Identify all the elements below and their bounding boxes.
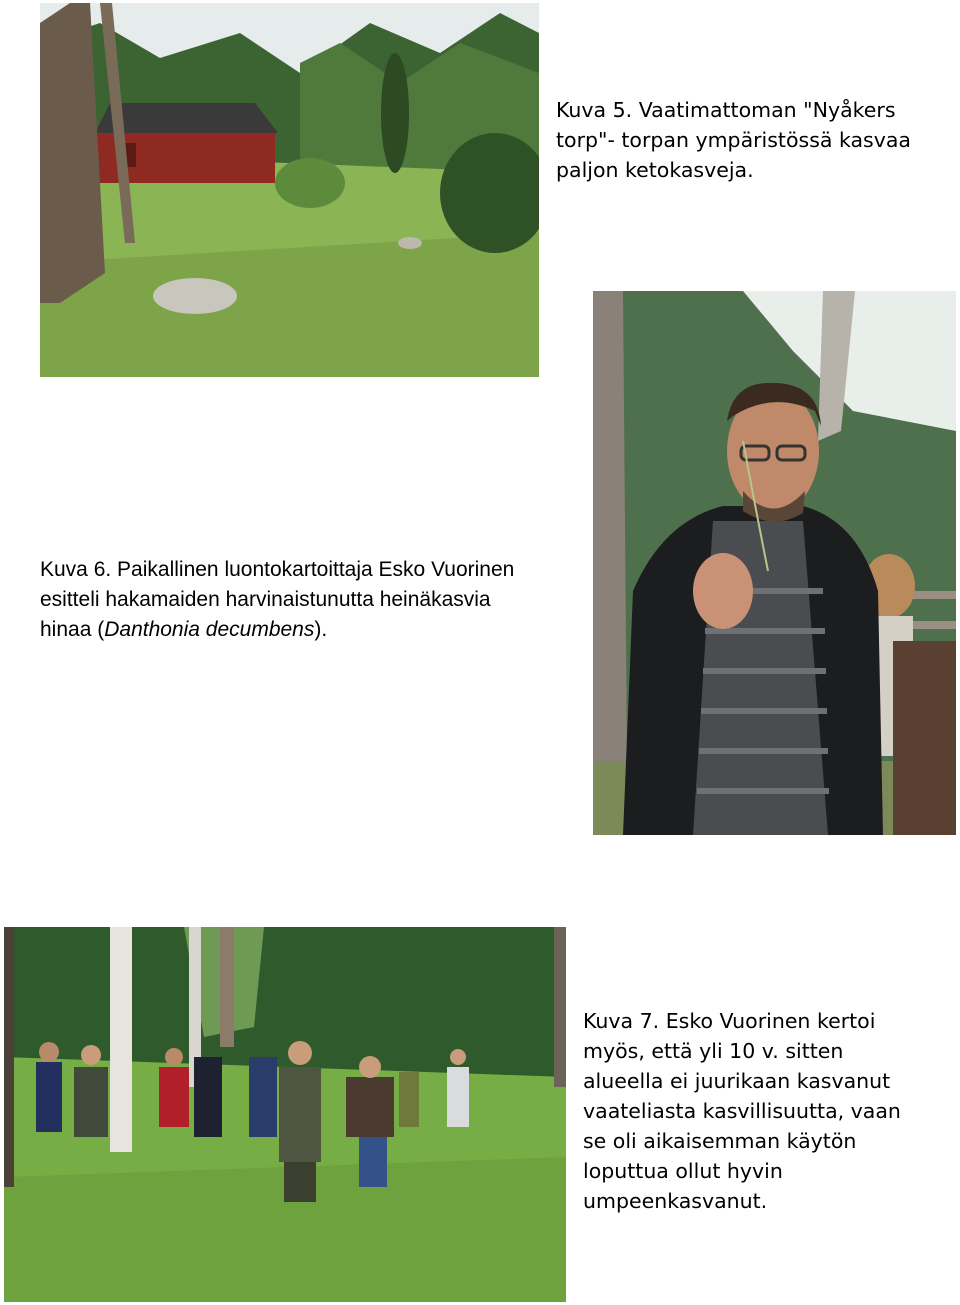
caption-line-species [40,615,514,645]
photo-group-in-meadow [4,927,566,1302]
caption-line: umpeenkasvanut. [583,1189,768,1213]
caption-line: Kuva 5. Vaatimattoman "Nyåkers [556,98,896,122]
caption-line: esitteli hakamaiden harvinaistunutta heinäkasvia [40,588,491,611]
caption-kuva-7 [583,1006,901,1216]
caption-line: Kuva 7. Esko Vuorinen kertoi [583,1009,876,1033]
caption-text: hinaa ( [40,618,105,641]
caption-text: ). [314,618,328,641]
species-name: Danthonia decumbens [104,618,315,641]
caption-line: torp"- torpan ympäristössä kasvaa [556,128,911,152]
caption-line: vaateliasta kasvillisuutta, vaan [583,1099,901,1123]
caption-line: se oli aikaisemman käytön [583,1129,857,1153]
caption-line: myös, että yli 10 v. sitten [583,1039,844,1063]
photo-cabin-meadow [40,3,539,377]
caption-line: loputtua ollut hyvin [583,1159,783,1183]
caption-kuva-5 [556,95,911,185]
caption-line: alueella ei juurikaan kasvanut [583,1069,891,1093]
caption-line: paljon ketokasveja. [556,158,754,182]
caption-kuva-6 [40,555,514,645]
caption-line: Kuva 6. Paikallinen luontokartoittaja Esko Vuorinen [40,558,515,581]
photo-man-holding-grass [593,291,956,835]
